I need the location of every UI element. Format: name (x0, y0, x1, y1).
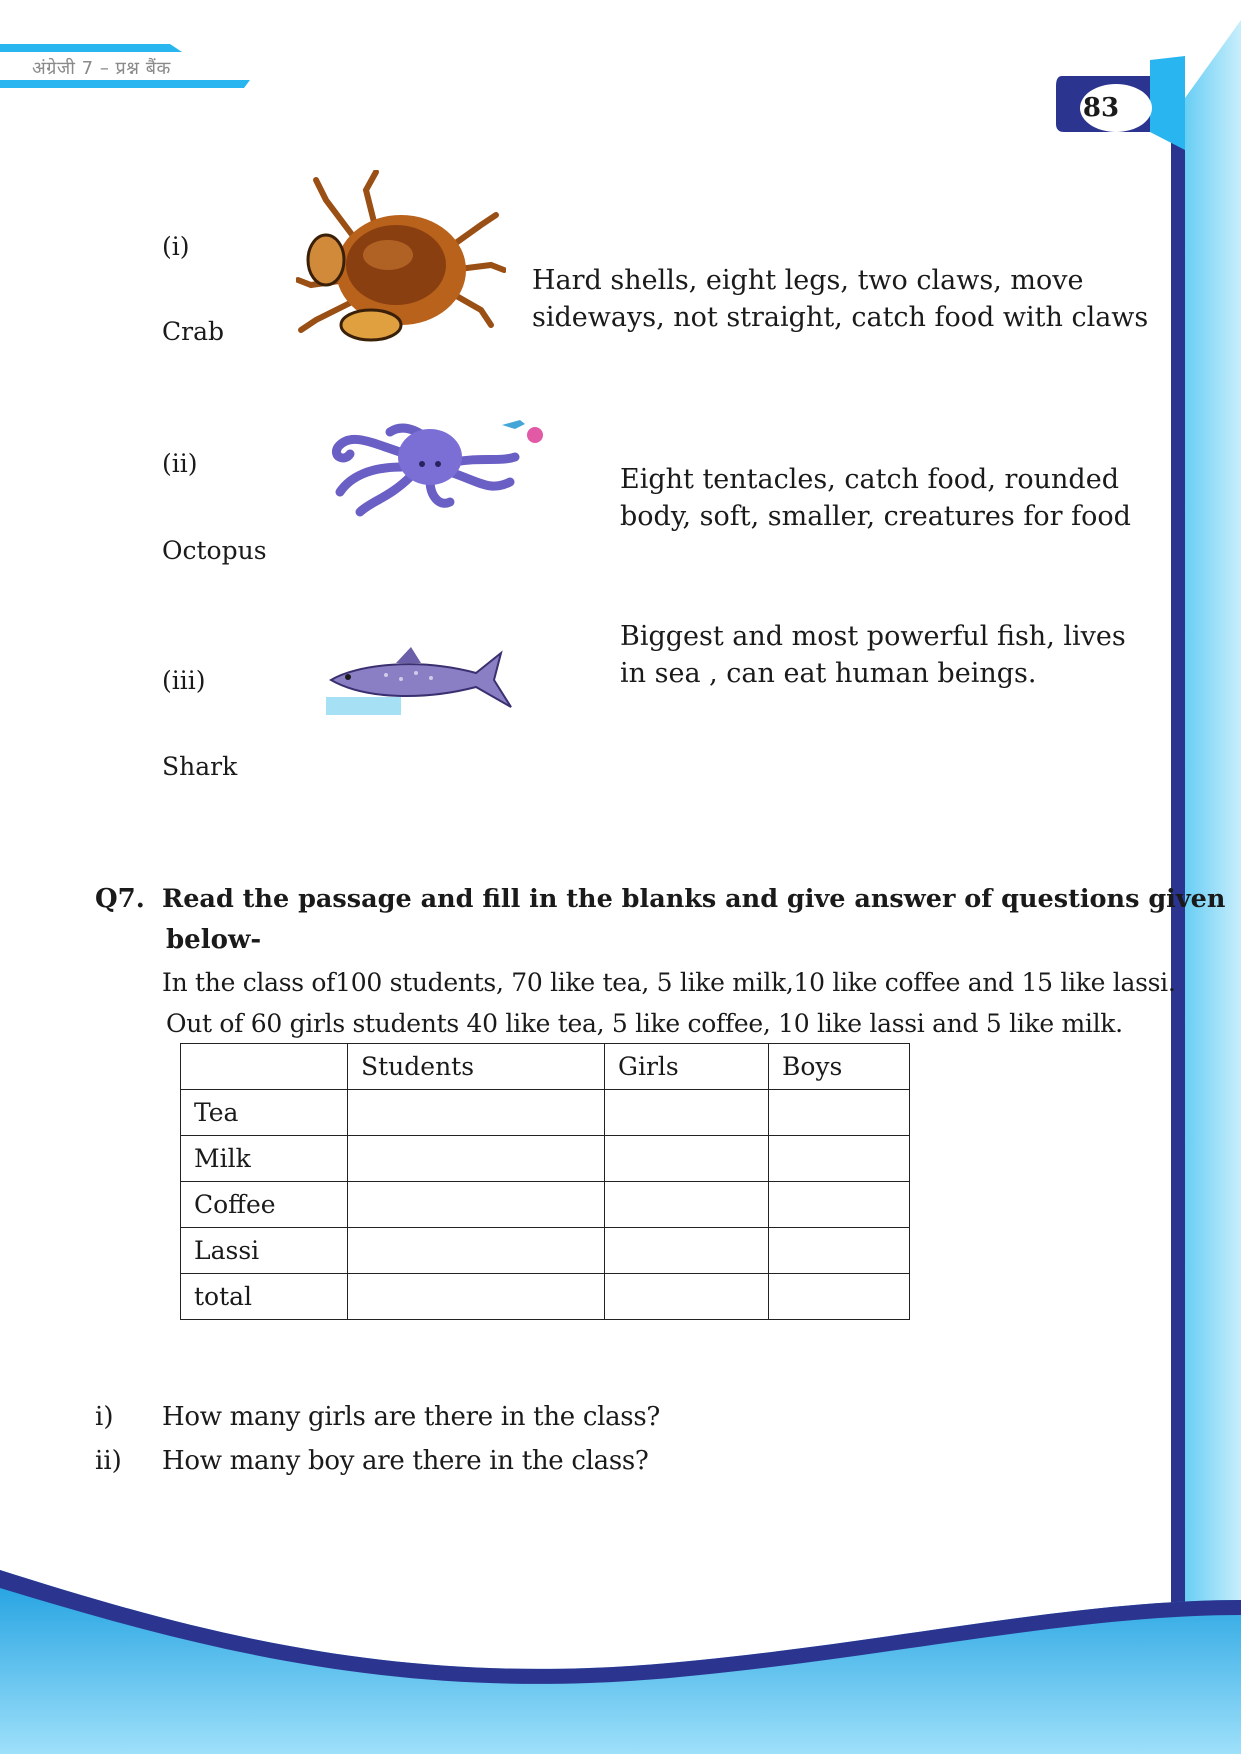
table-row (181, 1090, 910, 1136)
table-header: Students (348, 1044, 605, 1090)
animal-description (620, 618, 1126, 692)
blank-cell (348, 1136, 605, 1182)
sub-question-text: How many boy are there in the class? (162, 1446, 649, 1476)
fill-in-table (180, 1043, 910, 1320)
row-label: Lassi (181, 1228, 348, 1274)
table-row (181, 1274, 910, 1320)
description-line: in sea , can eat human beings. (620, 658, 1037, 689)
header-title: अंग्रेजी 7 – प्रश्न बैंक (32, 58, 171, 79)
animal-name: Shark (162, 752, 238, 781)
blank-cell (769, 1228, 910, 1274)
animal-number: (ii) (162, 449, 198, 478)
blank-cell (605, 1228, 769, 1274)
blank-cell (348, 1090, 605, 1136)
description-line: Hard shells, eight legs, two claws, move (532, 265, 1084, 296)
page-number: 83 (1082, 93, 1120, 123)
question-heading: Read the passage and fill in the blanks and give answer of questions given (162, 884, 1226, 914)
blank-cell (605, 1090, 769, 1136)
animal-number: (iii) (162, 666, 206, 695)
blank-cell (769, 1182, 910, 1228)
blank-cell (348, 1274, 605, 1320)
table-row (181, 1182, 910, 1228)
sub-question-number: ii) (95, 1446, 122, 1476)
row-label: Tea (181, 1090, 348, 1136)
description-line: body, soft, smaller, creatures for food (620, 501, 1131, 532)
row-label: Coffee (181, 1182, 348, 1228)
animal-name: Crab (162, 317, 224, 346)
passage-line: In the class of100 students, 70 like tea, 5 like milk,10 like coffee and 15 like lassi. (162, 968, 1176, 997)
blank-cell (605, 1274, 769, 1320)
crab-image (296, 170, 506, 355)
table-header: Girls (605, 1044, 769, 1090)
blank-cell (348, 1182, 605, 1228)
table-header-row (181, 1044, 910, 1090)
animal-number: (i) (162, 232, 190, 261)
blank-cell (348, 1228, 605, 1274)
description-line: sideways, not straight, catch food with claws (532, 302, 1149, 333)
description-line: Eight tentacles, catch food, rounded (620, 464, 1119, 495)
blank-cell (605, 1182, 769, 1228)
octopus-image (330, 412, 555, 522)
sub-question-number: i) (95, 1402, 114, 1432)
blank-cell (769, 1136, 910, 1182)
blank-cell (769, 1274, 910, 1320)
blank-cell (769, 1090, 910, 1136)
shark-image (326, 645, 521, 715)
table-row (181, 1228, 910, 1274)
description-line: Biggest and most powerful fish, lives (620, 621, 1126, 652)
table-header: Boys (769, 1044, 910, 1090)
table-header (181, 1044, 348, 1090)
passage-line: Out of 60 girls students 40 like tea, 5 like coffee, 10 like lassi and 5 like milk. (166, 1009, 1123, 1038)
blank-cell (605, 1136, 769, 1182)
animal-name: Octopus (162, 536, 267, 565)
animal-description (532, 262, 1148, 336)
table-row (181, 1136, 910, 1182)
sub-question-text: How many girls are there in the class? (162, 1402, 661, 1432)
row-label: total (181, 1274, 348, 1320)
animal-description (620, 461, 1131, 535)
question-heading-cont: below- (166, 925, 262, 955)
row-label: Milk (181, 1136, 348, 1182)
question-number: Q7. (95, 884, 145, 914)
